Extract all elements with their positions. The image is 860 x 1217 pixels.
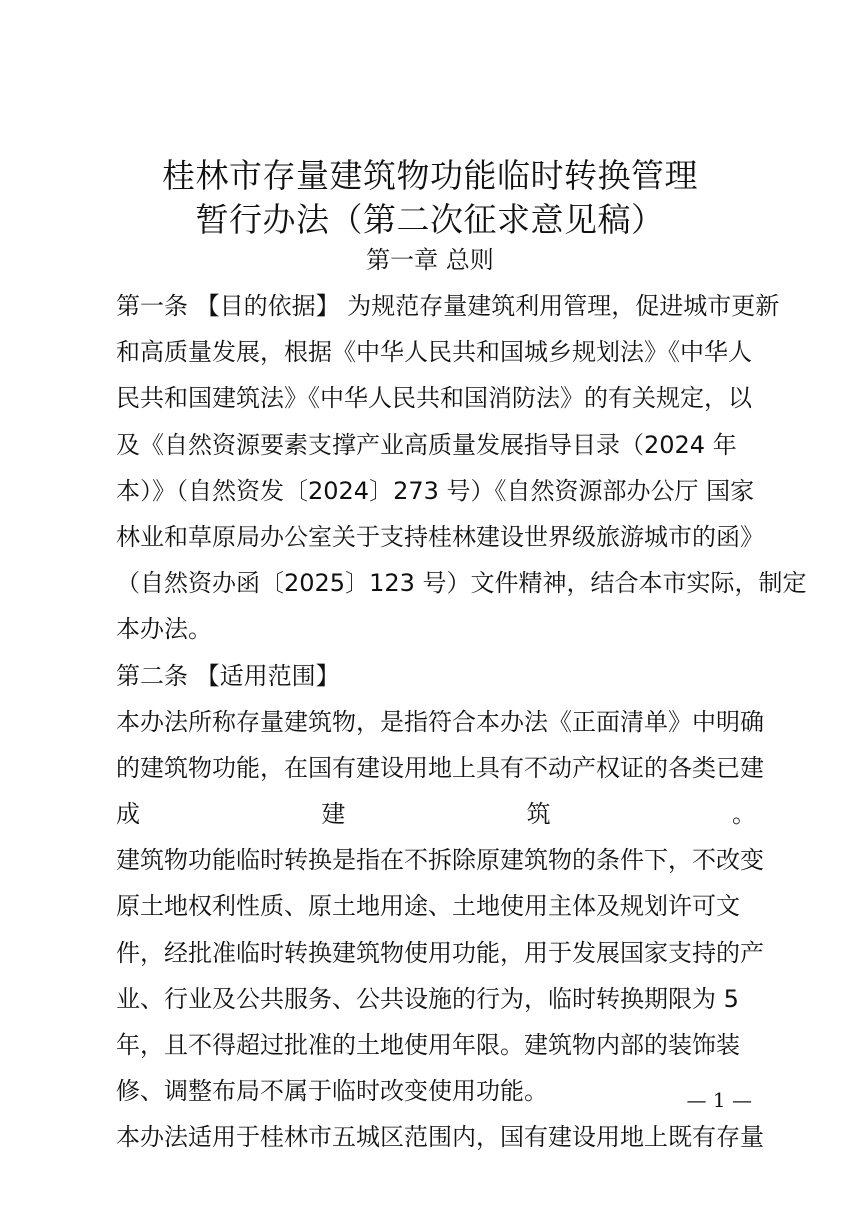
text-line: 及《自然资源要素支撑产业高质量发展指导目录（2024 年 (116, 430, 737, 459)
text-line: 本办法适用于桂林市五城区范围内，国有建设用地上既有存量 (116, 1123, 764, 1152)
text-line: 本办法所称存量建筑物，是指符合本办法《正面清单》中明确 (116, 707, 764, 736)
text-line: 原土地权利性质、原土地用途、土地使用主体及规划许可文 (116, 892, 740, 921)
text-line: 件，经批准临时转换建筑物使用功能，用于发展国家支持的产 (116, 938, 764, 967)
text-line: 本）》（自然资发〔2024〕273 号）《自然资源部办公厅 国家 (116, 476, 755, 505)
spread-char: 成 (116, 800, 140, 829)
text-line: 的建筑物功能，在国有建设用地上具有不动产权证的各类已建 (116, 753, 764, 782)
spread-char: 筑 (526, 800, 551, 829)
chapter-heading: 第一章 总则 (366, 246, 494, 274)
document-body (116, 283, 807, 1161)
text-line: 本办法。 (116, 615, 212, 644)
spread-text-line (116, 791, 756, 837)
text-line: 和高质量发展，根据《中华人民共和国城乡规划法》《中华人 (116, 338, 752, 367)
document-title-line1: 桂林市存量建筑物功能临时转换管理 (162, 156, 698, 195)
document-title-line2: 暂行办法（第二次征求意见稿） (195, 200, 665, 239)
spread-char: 。 (731, 800, 756, 829)
page-number: — 1 — (686, 1088, 752, 1112)
spread-char: 建 (321, 800, 346, 829)
text-line: 建筑物功能临时转换是指在不拆除原建筑物的条件下，不改变 (116, 846, 764, 875)
text-line: 年，且不得超过批准的土地使用年限。建筑物内部的装饰装 (116, 1031, 740, 1059)
text-line: （自然资办函〔2025〕123 号）文件精神，结合本市实际，制定 (116, 569, 807, 598)
text-line: 第一条 【目的依据】 为规范存量建筑利用管理，促进城市更新 (116, 292, 780, 320)
text-line: 民共和国建筑法》《中华人民共和国消防法》的有关规定，以 (116, 384, 752, 413)
text-line: 林业和草原局办公室关于支持桂林建设世界级旅游城市的函》 (116, 522, 764, 551)
text-line: 业、行业及公共服务、公共设施的行为，临时转换期限为 5 (116, 984, 739, 1013)
article-heading: 第二条 【适用范围】 (116, 661, 340, 690)
text-line: 修、调整布局不属于临时改变使用功能。 (116, 1077, 548, 1106)
